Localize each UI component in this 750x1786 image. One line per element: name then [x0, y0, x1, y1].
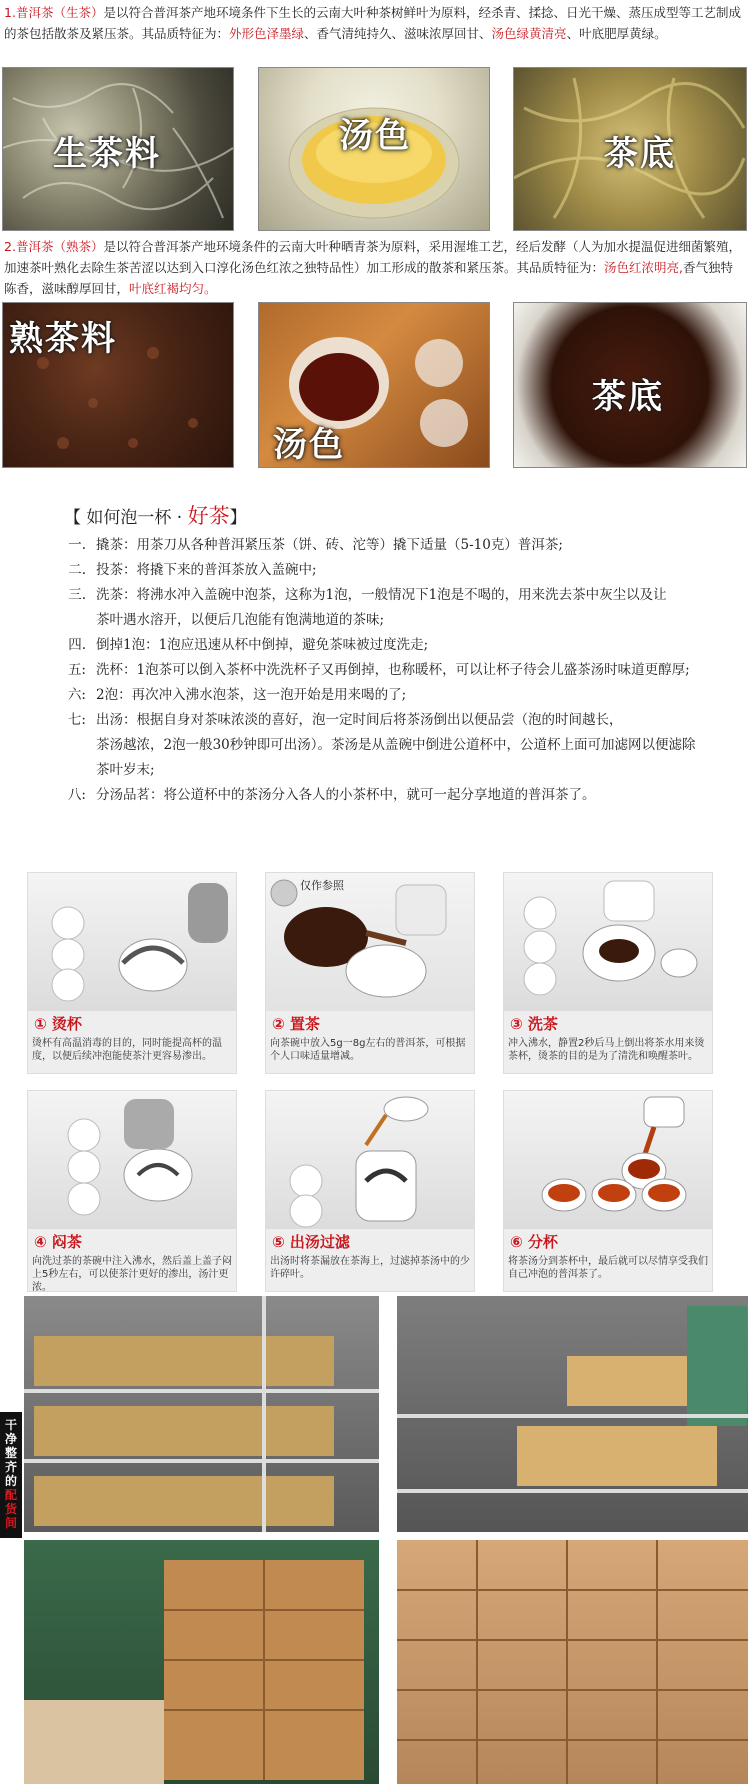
- step-text: 撬茶：用茶刀从各种普洱紧压茶（饼、砖、沱等）撬下适量（5-10克）普洱茶;: [96, 537, 563, 553]
- raw-tea-description: [4, 2, 744, 44]
- step-number: 二.: [68, 562, 86, 578]
- card-label-text: ③ 洗茶: [510, 1015, 558, 1033]
- reference-only-badge: 仅作参照: [300, 879, 344, 892]
- side-label-highlight: 配货间: [4, 1488, 17, 1530]
- ripe-tea-spent-caption: 茶底: [592, 377, 664, 417]
- pour-filter-photo: [266, 1091, 474, 1229]
- title-highlight: 好茶: [187, 504, 230, 528]
- step-card-pour-filter: [265, 1090, 475, 1292]
- serve-photo: [504, 1091, 712, 1229]
- ripe-tea-description: [4, 236, 744, 299]
- step-number: 六:: [67, 687, 86, 703]
- step-number: 三.: [68, 587, 86, 603]
- side-label-text: 干净整齐的: [4, 1418, 17, 1488]
- raw-tea-liquor-caption: 汤色: [339, 116, 411, 156]
- card-description: 将茶汤分到茶杯中，最后就可以尽情享受我们自己冲泡的普洱茶了。: [508, 1256, 708, 1280]
- step-number: 五:: [67, 662, 86, 678]
- step-text: 茶叶遇水溶开，以便后几泡能有饱满地道的茶味;: [96, 612, 385, 628]
- step-card-warm-cups: [27, 872, 237, 1074]
- card-label-text: ② 置茶: [272, 1015, 320, 1033]
- raw-tea-name: 普洱茶（生茶）: [15, 5, 104, 20]
- card-description: 向茶碗中放入5g一8g左右的普洱茶，可根据个人口味适量增减。: [270, 1038, 466, 1062]
- card-label: [28, 1011, 236, 1035]
- card-description: 出汤时将茶漏放在茶海上，过滤掉茶汤中的少许碎叶。: [270, 1256, 470, 1280]
- card-label-text: ⑤ 出汤过滤: [272, 1233, 350, 1251]
- ripe-tea-caption: 熟茶料: [9, 319, 117, 359]
- brewing-guide-title: [64, 500, 722, 530]
- ripe-tea-name: 普洱茶（熟茶）: [15, 239, 104, 254]
- raw-tea-highlight-2: 汤色绿黄清亮: [491, 26, 567, 41]
- ripe-tea-highlight-1: 汤色红浓明亮,: [604, 260, 683, 275]
- card-label: [266, 1229, 474, 1253]
- step-text: 2泡：再次冲入沸水泡茶，这一泡开始是用来喝的了;: [96, 687, 407, 703]
- step-card-wash-tea: [503, 872, 713, 1074]
- step-text: 洗茶：将沸水冲入盖碗中泡茶，这称为1泡，一般情况下1泡是不喝的，用来洗去茶中灰尘以及让: [96, 587, 667, 603]
- warm-cups-photo: [28, 873, 236, 1011]
- card-description: 向洗过茶的茶碗中注入沸水，然后盖上盖子闷上5秒左右，可以使茶汁更好的渗出，汤汁更浓。: [32, 1256, 232, 1293]
- warehouse-boxes-photo-2: [397, 1540, 748, 1784]
- ripe-tea-text: 是以符合普洱茶产地环境条件的云南大叶种晒青茶为原料，采用渥堆工艺，经后发酵（人为加水提温促进细菌繁殖，加速茶叶熟化去除生茶苦涩以达到入口淳化汤色红浓之独特品性）加工形成的散茶和紧压茶。其品质特征为：: [4, 239, 741, 275]
- ripe-tea-spent-leaves-photo: [513, 302, 747, 468]
- steep-photo: [28, 1091, 236, 1229]
- brewing-guide: [62, 500, 722, 803]
- raw-tea-text-3: 、叶底肥厚黄绿。: [566, 26, 667, 41]
- ripe-tea-highlight-2: 叶底红褐均匀。: [129, 281, 217, 296]
- raw-tea-liquor-photo: [258, 67, 490, 231]
- raw-tea-text-2: 、香气清纯持久、滋味浓厚回甘、: [304, 26, 492, 41]
- title-suffix: 】: [229, 508, 247, 528]
- raw-tea-text: 是以符合普洱茶产地环境条件下生长的云南大叶种茶树鲜叶为原料，经杀青、揉捻、日光干燥、蒸压成型等工艺制成的茶包括散茶及紧压茶。其品质特征为：: [4, 5, 741, 41]
- step-text: 洗杯：1泡茶可以倒入茶杯中洗洗杯子又再倒掉，也称暖杯，可以让杯子待会儿盛茶汤时味道更醇厚;: [96, 662, 690, 678]
- step-text: 倒掉1泡：1泡应迅速从杯中倒掉，避免茶味被过度洗走;: [96, 637, 429, 653]
- step-card-add-tea: [265, 872, 475, 1074]
- ripe-tea-number: 2.: [4, 239, 16, 254]
- step-card-serve: [503, 1090, 713, 1292]
- raw-tea-caption: 生茶料: [53, 134, 161, 174]
- step-text: 出汤：根据自身对茶味浓淡的喜好，泡一定时间后将茶汤倒出以便品尝（泡的时间越长，: [96, 712, 623, 728]
- warehouse-shelves-photo-1: [24, 1296, 379, 1532]
- step-text: 投茶：将撬下来的普洱茶放入盖碗中;: [96, 562, 317, 578]
- card-label-text: ④ 闷茶: [34, 1233, 82, 1251]
- warehouse-shelves-photo-2: [397, 1296, 748, 1532]
- ripe-tea-liquor-photo: [258, 302, 490, 468]
- raw-tea-spent-leaves-photo: [513, 67, 747, 231]
- card-label: [504, 1011, 712, 1035]
- step-card-steep: [27, 1090, 237, 1292]
- card-label-text: ⑥ 分杯: [510, 1233, 558, 1251]
- card-description: 冲入沸水，静置2秒后马上倒出将茶水用来烫茶杯，烫茶的目的是为了清洗和唤醒茶叶。: [508, 1038, 705, 1062]
- ripe-tea-leaves-photo: [2, 302, 234, 468]
- raw-tea-leaves-photo: [2, 67, 234, 231]
- step-text: 茶汤越浓，2泡一般30秒钟即可出汤）。茶汤是从盖碗中倒进公道杯中，公道杯上面可加滤网以便滤除: [96, 737, 696, 753]
- step-number: 四.: [68, 637, 86, 653]
- step-number: 七:: [67, 712, 86, 728]
- card-label: [266, 1011, 474, 1035]
- step-text: 茶叶岁末;: [96, 762, 155, 778]
- step-text: 分汤品茗：将公道杯中的茶汤分入各人的小茶杯中，就可一起分享地道的普洱茶了。: [96, 787, 596, 803]
- ripe-tea-liquor-caption: 汤色: [273, 425, 345, 465]
- add-tea-photo: [266, 873, 474, 1011]
- step-number: 八:: [67, 787, 86, 803]
- card-description: 烫杯有高温消毒的目的，同时能提高杯的温度，以便后续冲泡能使茶汁更容易渗出。: [32, 1038, 222, 1062]
- raw-tea-spent-caption: 茶底: [604, 134, 676, 174]
- raw-tea-highlight-1: 外形色泽墨绿: [229, 26, 305, 41]
- ripe-tea-text-2: 香气独特陈香，滋味醇厚回甘，: [4, 260, 734, 296]
- warehouse-boxes-photo-1: [24, 1540, 379, 1784]
- warehouse-side-badge: [0, 1412, 22, 1538]
- wash-tea-photo: [504, 873, 712, 1011]
- card-label: [28, 1229, 236, 1253]
- card-label: [504, 1229, 712, 1253]
- card-label-text: ① 烫杯: [34, 1015, 82, 1033]
- title-prefix: 【 如何泡一杯 ·: [64, 508, 188, 528]
- raw-tea-number: 1.: [4, 5, 16, 20]
- step-number: 一.: [68, 537, 86, 553]
